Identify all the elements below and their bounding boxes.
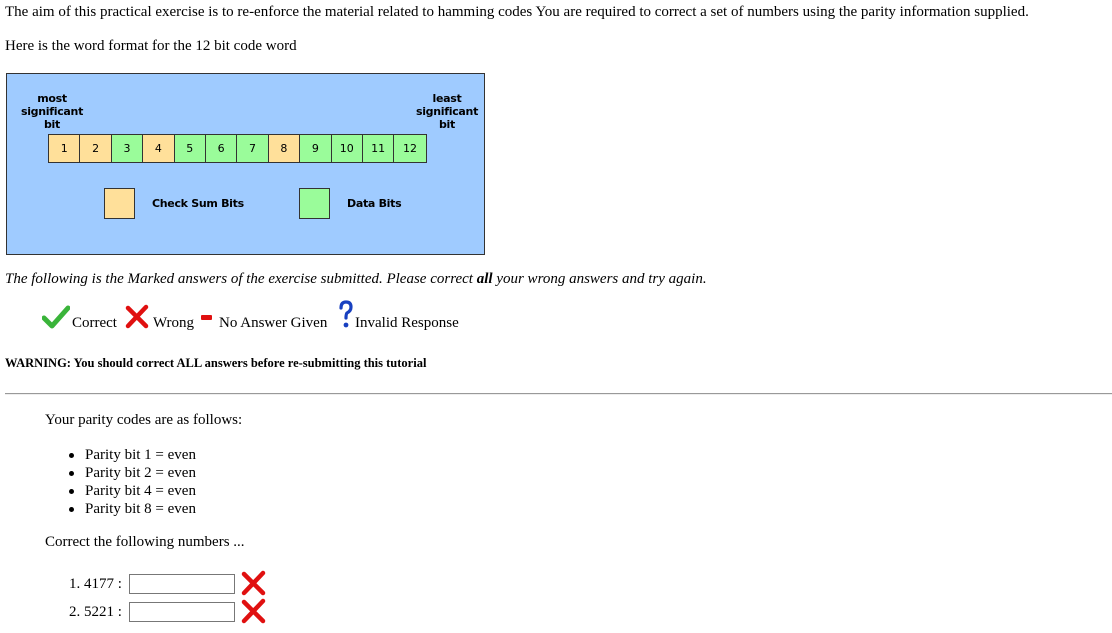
check-sum-legend-swatch [104,188,135,219]
bit-cell: 6 [206,135,237,162]
bit-cell: 5 [175,135,206,162]
intro-text: The aim of this practical exercise is to re-enforce the material related to hamming codes You are required to correct a set of numbers using the parity information supplied. [5,4,1029,20]
bit-cell: 3 [112,135,143,162]
list-item: Parity bit 4 = even [85,483,196,499]
list-item: Parity bit 2 = even [85,465,196,481]
bit-cell: 11 [363,135,394,162]
list-item: Parity bit 8 = even [85,501,196,517]
question-label: 2. 5221 : [69,604,122,620]
dash-icon [200,312,214,324]
correct-heading: Correct the following numbers ... [45,534,245,550]
cross-icon [124,304,150,330]
bit-cells [48,134,427,163]
bit-cell: 8 [269,135,300,162]
check-sum-legend-label: Check Sum Bits [152,197,244,210]
data-bits-legend-label: Data Bits [347,197,402,210]
marked-answers-note: The following is the Marked answers of the exercise submitted. Please correct all your wrong answers and try again. [5,271,707,287]
parity-heading: Your parity codes are as follows: [45,412,243,428]
bit-cell: 12 [394,135,425,162]
answer-input-2[interactable] [129,602,235,622]
msb-label: most significant bit [20,92,84,131]
check-icon [42,304,70,330]
format-description: Here is the word format for the 12 bit code word [5,38,297,54]
bit-cell: 7 [237,135,268,162]
question-label: 1. 4177 : [69,576,122,592]
lsb-label: least significant bit [415,92,479,131]
bit-cell: 10 [332,135,363,162]
parity-list [85,446,196,518]
divider [5,393,1112,395]
question-mark-icon [338,300,354,330]
code-word-diagram [6,73,485,255]
wrong-cross-icon [239,569,267,597]
data-bits-legend-swatch [299,188,330,219]
list-item: Parity bit 1 = even [85,447,196,463]
answer-input-1[interactable] [129,574,235,594]
bit-cell: 2 [80,135,111,162]
wrong-cross-icon [239,597,267,625]
bit-cell: 1 [49,135,80,162]
warning-text: WARNING: You should correct ALL answers before re-submitting this tutorial [5,356,427,370]
bit-cell: 4 [143,135,174,162]
bit-cell: 9 [300,135,331,162]
